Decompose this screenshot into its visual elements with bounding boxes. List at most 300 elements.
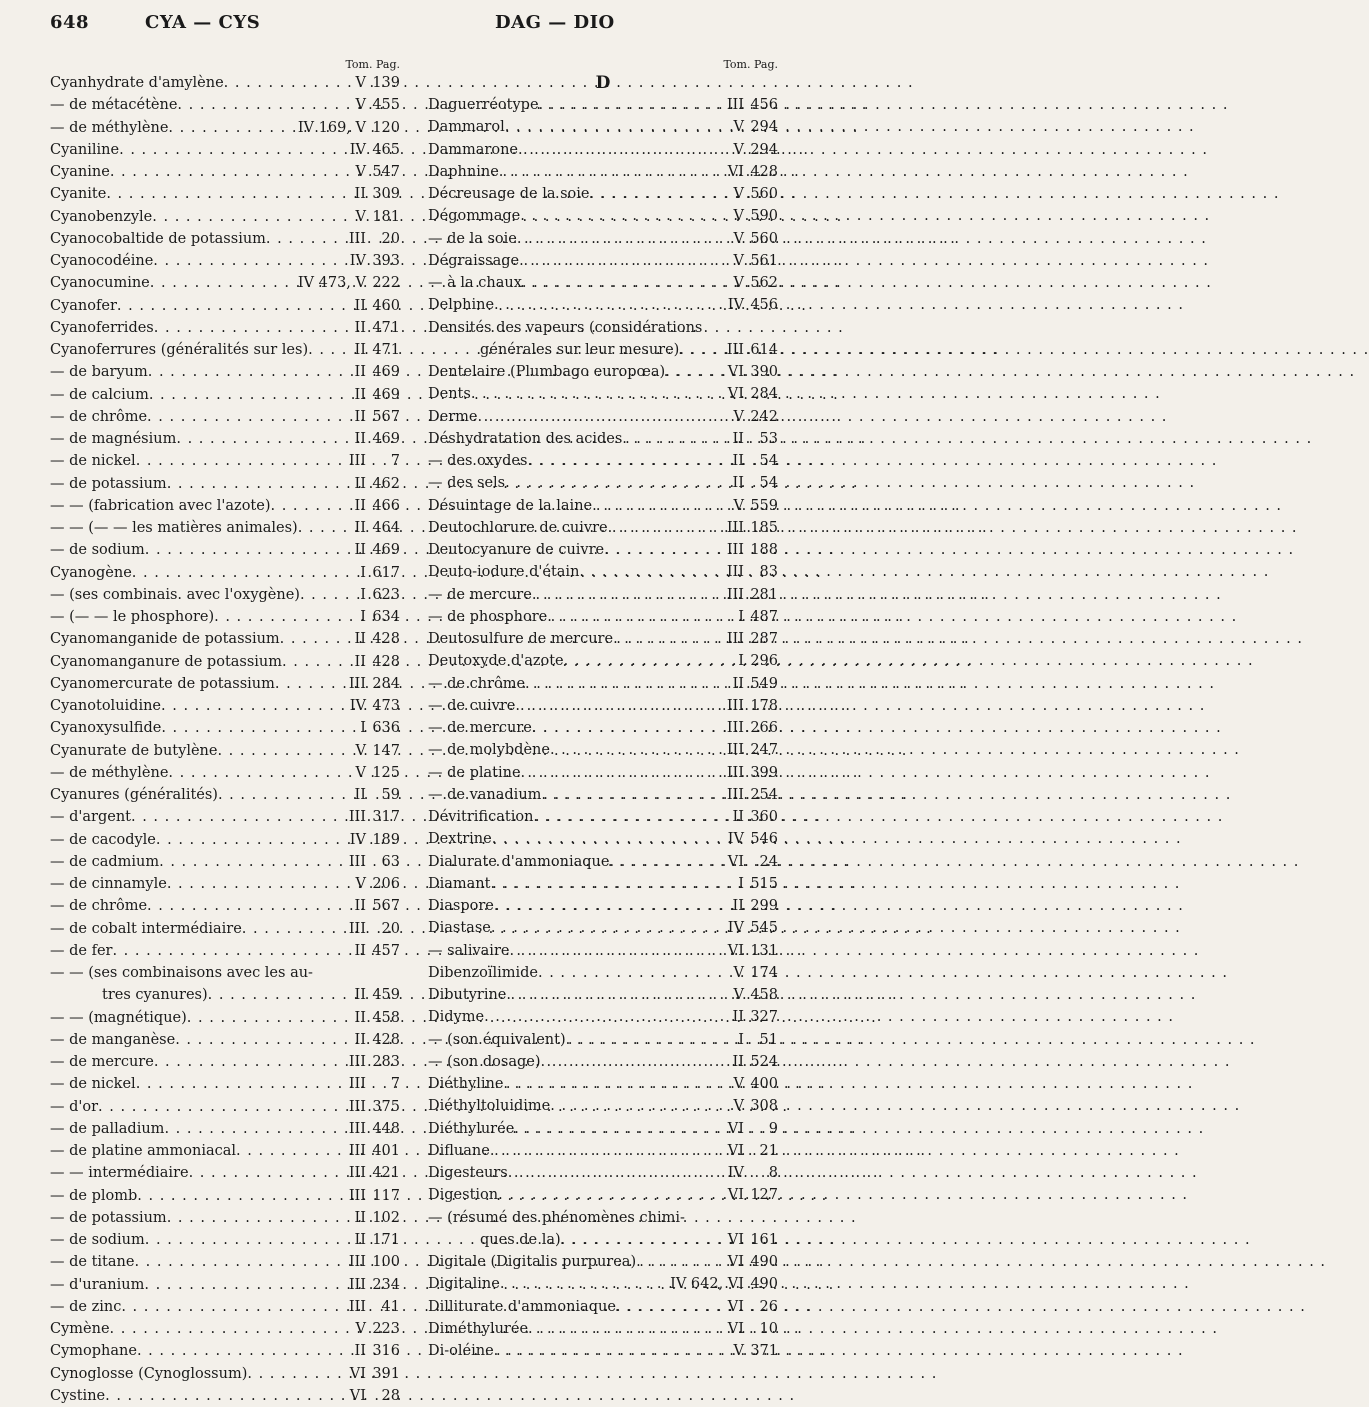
entry-name: — de cuivre [428,697,516,714]
entry-name: — de cinnamyle [50,876,167,892]
dot-leader [208,984,353,1006]
entry-volume: III [726,631,744,647]
dot-leader [471,383,726,405]
entry-page: 457 [372,942,400,959]
dot-leader [161,717,358,739]
entry-volume: II [354,297,366,314]
index-entry [50,606,400,628]
entry-page: 399 [750,764,778,781]
index-entry [50,873,400,895]
dot-leader [168,762,353,784]
entry-name: — de cacodyle [50,831,156,848]
index-entry [428,806,778,828]
entry-volume: VI [727,1298,744,1315]
entry-name: Cyanoferrures (généralités sur les) [50,342,309,358]
dot-leader [579,561,724,583]
index-entry [50,651,400,673]
entry-volume: VI [727,364,744,380]
entry-volume: III [726,542,744,558]
index-entry [428,272,778,294]
entry-volume: III [348,920,366,937]
entry-page: 567 [372,898,400,915]
entry-page: 327 [750,1009,778,1026]
index-entry [428,673,778,695]
entry-name: — de fer [50,942,113,959]
entry-page: 294 [750,119,778,136]
entry-page: 614 [750,341,778,358]
entry-name: — d'uranium [50,1276,145,1293]
index-entry [50,895,400,917]
entry-volume: I [360,609,366,625]
entry-volume: I [738,1031,744,1048]
index-entry [428,406,778,428]
entry-page: 147 [372,742,400,759]
entry-volume: II [354,1343,366,1360]
entry-volume: II [354,1031,366,1048]
index-entry [50,450,400,472]
entry-name: Cynoglosse (Cynoglossum) [50,1365,248,1382]
index-entry [50,717,400,739]
entry-name: tres cyanures) [102,987,208,1004]
index-entry [428,784,778,806]
section-letter: D [595,73,611,93]
dot-leader [509,940,725,962]
entry-volume: V [355,876,366,892]
index-entry [50,1251,400,1273]
entry-volume: III [348,853,366,870]
index-entry [50,1118,400,1140]
index-entry [428,428,778,450]
entry-page: 428 [372,1031,400,1048]
entry-name: — de cadmium [50,853,160,870]
entry-volume: II [732,809,744,825]
index-entry [428,205,778,227]
dot-leader [137,1340,353,1362]
index-entry [50,1073,400,1095]
index-entry [50,806,400,828]
entry-volume: V [355,97,366,114]
entry-name: — salivaire [428,942,510,959]
entry-name: Cyanobenzyle [50,208,153,225]
index-entry [428,1006,778,1028]
index-entry [50,406,400,428]
entry-name: — (ses combinais. avec l'oxygène) [50,586,300,603]
entry-volume: VI [727,1120,744,1137]
index-entry [428,1229,778,1251]
entry-page: 283 [372,1054,400,1070]
index-entry [428,917,778,939]
entry-page: 7 [390,1076,400,1093]
entry-name: Digestion [428,1187,499,1204]
dot-leader [131,806,347,828]
dot-leader [528,1318,726,1340]
entry-volume: I [738,653,744,670]
entry-page: 549 [750,675,778,692]
dot-leader [137,1185,347,1207]
index-entry [50,1207,400,1229]
entry-name: Cyanomercurate de potassium [50,675,275,692]
index-entry [428,1073,778,1095]
entry-page: 469 [372,386,400,403]
entry-name: — de métacétène [50,97,178,114]
entry-page: 189 [372,831,400,848]
entry-page: 487 [750,608,778,625]
index-entry [50,695,400,717]
entry-page: 9 [768,1120,778,1137]
entry-volume: V [355,164,366,180]
entry-page: 242 [750,408,778,425]
index-entry [50,206,400,228]
entry-name: — — intermédiaire [50,1165,189,1182]
dot-leader [508,1162,726,1184]
entry-name: Dégraissage [428,252,520,269]
index-entry [50,740,400,762]
entry-volume: II [354,386,366,403]
index-entry [428,1118,778,1140]
entry-name: — (résumé des phénomènes chimi- [428,1209,685,1226]
index-entry [428,1207,778,1229]
entry-page: 561 [750,252,778,269]
entry-volume: II [732,453,744,469]
dot-leader [154,1051,347,1073]
dot-leader [110,1318,354,1340]
dot-leader [550,1095,731,1117]
index-entry [428,383,778,405]
entry-name: Cyanite [50,186,107,203]
entry-name: Cyanine [50,164,110,180]
entry-page: 466 [372,497,400,514]
entry-page: 559 [750,497,778,514]
entry-name: Didyme [428,1009,485,1026]
dot-leader [280,628,353,650]
entry-volume: V [733,964,744,981]
entry-page: 125 [372,764,400,781]
entry-name: — de chrôme [50,898,148,915]
dot-leader [532,584,725,606]
entry-name: Daphnine [428,163,499,180]
index-entry [50,1007,400,1029]
entry-page: 371 [750,1343,778,1359]
dot-leader [519,250,731,272]
entry-page: 428 [750,163,778,180]
entry-page: 473 [372,698,400,714]
entry-volume: VI [349,1365,366,1382]
entry-page: 24 [759,853,778,870]
index-entry [50,562,400,584]
dot-leader [539,94,725,116]
index-entry [50,384,400,406]
dot-leader [136,450,347,472]
entry-volume: IV 473, V [297,275,366,292]
entry-name: Cymophane [50,1343,137,1360]
index-entry [428,517,778,539]
entry-name: — de méthylène [50,764,169,781]
index-entry [428,472,778,494]
index-entry [428,739,778,761]
entry-name: Cyanofer [50,297,117,314]
dot-leader [271,495,353,517]
index-entry [428,183,778,205]
entry-volume: II [354,1209,366,1226]
entry-name: — de zinc [50,1298,122,1315]
entry-page: 223 [372,1321,400,1337]
dot-leader [622,428,730,450]
entry-volume: III [348,1076,366,1093]
index-entry [428,561,778,583]
index-entry [50,295,400,317]
index-entry [50,1229,400,1251]
entry-volume: VI [727,853,744,870]
column-heading: Tom. Pag. [345,58,400,71]
dot-leader [176,428,352,450]
entry-name: Di-oléine [428,1343,494,1359]
dot-leader [242,918,347,940]
entry-volume: V [733,252,744,269]
entry-name: — de vanadium [428,786,542,803]
entry-volume: IV [727,831,744,848]
entry-volume: III [348,809,366,826]
index-entry [428,962,778,984]
dot-leader [517,228,732,250]
entry-page: 469 [372,431,400,447]
entry-name: ques de la) [480,1231,561,1248]
entry-volume: III [726,742,744,759]
entry-volume: III [348,1143,366,1159]
entry-name: Derme [428,408,478,425]
dot-leader [492,828,726,850]
entry-volume: III [348,1276,366,1293]
entry-volume: II [354,364,366,381]
entry-page: 560 [750,186,778,202]
index-entry [428,762,778,784]
entry-page: 547 [372,164,400,180]
entry-volume: VI [727,1187,744,1204]
entry-volume: III [726,564,744,581]
entry-page: 471 [372,319,400,336]
entry-name: Dents [428,386,471,403]
index-entry [428,1296,778,1318]
index-entry [428,650,778,672]
entry-volume: V [355,764,366,781]
dot-leader [477,406,731,428]
index-entry [50,1162,400,1184]
dot-leader [152,206,353,228]
dot-leader [494,1340,732,1362]
entry-page: 296 [750,653,778,670]
entry-volume: II [354,631,366,648]
entry-name: Dilliturate d'ammoniaque [428,1298,616,1315]
dot-leader [541,1051,731,1073]
index-entry [428,1318,778,1340]
entry-volume: II [354,653,366,670]
dot-leader [494,294,726,316]
index-entry [50,984,400,1006]
entry-name: — à la chaux [428,275,522,291]
entry-page: 448 [372,1120,400,1137]
dot-leader [514,1118,726,1140]
entry-volume: II [354,342,366,358]
entry-volume: II [354,1009,366,1026]
dot-leader [247,1363,347,1385]
index-entry [50,1340,400,1362]
dot-leader [506,984,731,1006]
entry-name: — de platine [428,764,521,781]
entry-volume: II [354,497,366,514]
entry-volume: V [733,275,744,291]
index-entry [428,828,778,850]
entry-name: Daguerréotype [428,97,539,113]
entry-page: 161 [750,1231,778,1248]
entry-name: Diméthylurée [428,1320,529,1337]
entry-name: Digitaline [428,1276,500,1293]
entry-page: 308 [750,1098,778,1115]
dot-leader [167,1207,353,1229]
entry-volume: III [348,1054,366,1070]
entry-volume: IV 642, VI [670,1276,744,1293]
index-entry [50,962,400,984]
entry-page: 174 [750,964,778,981]
entry-name: — (son équivalent) [428,1031,566,1048]
entry-name: Deutocyanure de cuivre [428,542,605,558]
right-column [428,54,778,1362]
entry-name: — — (ses combinaisons avec les au- [50,965,313,981]
entry-list [50,72,400,1407]
entry-page: 284 [750,386,778,403]
dot-leader [119,139,348,161]
index-entry [50,1185,400,1207]
index-entry [50,317,400,339]
entry-volume: IV [349,253,366,269]
entry-page: 524 [750,1053,778,1070]
dot-leader [300,584,358,606]
entry-page: 51 [759,1031,778,1048]
dot-leader [613,628,725,650]
dot-leader [547,606,736,628]
entry-volume: VI [727,1142,744,1159]
entry-volume: III [726,786,744,803]
entry-volume: III [726,697,744,714]
entry-name: Décreusage de la soie [428,186,590,202]
entry-name: Cyanoferrides [50,319,154,336]
dot-leader [98,1096,347,1118]
entry-page: 562 [750,275,778,291]
dot-leader [490,873,736,895]
dot-leader [154,317,353,339]
dot-leader [520,205,731,227]
entry-volume: III [726,341,744,358]
entry-name: — de molybdène [428,742,550,759]
index-entry [50,139,400,161]
dot-leader [144,1274,346,1296]
index-entry [428,1184,778,1206]
entry-page: 469 [372,364,400,381]
index-entry [50,272,400,294]
dot-leader [308,339,352,361]
entry-name: Deutoxyde d'azote [428,653,564,670]
page-number: 648 [50,12,90,33]
column-heading: Tom. Pag. [723,58,778,71]
entry-volume: III [726,764,744,781]
index-entry [428,495,778,517]
entry-volume: IV [349,698,366,714]
entry-name: — de magnésium [50,431,177,447]
entry-volume: II [732,430,744,447]
entry-page: 459 [372,987,400,1004]
dot-leader [121,1296,346,1318]
dot-leader [538,962,732,984]
index-entry [50,228,400,250]
entry-volume: IV [349,831,366,848]
dot-leader [679,339,724,361]
index-entry [428,584,778,606]
entry-name: — de méthylène [50,119,169,136]
dot-leader [149,384,353,406]
entry-volume: II [354,431,366,447]
right-running-head: DAG — DIO [495,12,615,33]
entry-volume: V [355,742,366,759]
entry-page: 462 [372,475,400,492]
entry-name: — — (magnétique) [50,1009,187,1026]
entry-name: Cyanogène [50,564,132,581]
entry-page: 400 [750,1076,778,1092]
entry-volume: II [354,186,366,203]
index-entry [50,428,400,450]
entry-volume: II [354,787,366,803]
entry-page: 391 [372,1365,400,1382]
dot-leader [494,895,731,917]
index-entry [428,250,778,272]
entry-page: 390 [750,364,778,380]
dot-leader [505,472,730,494]
entry-volume: V [733,408,744,425]
dot-leader [159,851,347,873]
entry-volume: V [733,230,744,247]
entry-page: 54 [759,475,778,492]
entry-name: — de palladium [50,1120,165,1137]
entry-page: 465 [372,141,400,158]
entry-volume: II [354,1232,366,1248]
entry-name: Cyanurate de butylène [50,742,218,759]
index-entry [428,1340,778,1362]
entry-name: — de platine ammoniacal [50,1143,237,1159]
index-entry [50,1274,400,1296]
entry-name: Diastase [428,920,491,937]
entry-page: 567 [372,408,400,425]
entry-volume: II [354,408,366,425]
entry-name: — de mercure [428,586,532,603]
index-entry [428,873,778,895]
dot-leader [636,1251,726,1273]
entry-page: 254 [750,786,778,803]
entry-name: Dialurate d'ammoniaque [428,853,610,870]
index-entry [428,895,778,917]
entry-name: — de potassium [50,1209,167,1226]
entry-volume: III [348,1165,366,1182]
entry-name: Désuintage de la laine [428,497,593,514]
entry-name: Dammarol [428,119,505,136]
entry-name: — des oxydes [428,453,528,469]
index-entry [50,584,400,606]
entry-volume: II [354,542,366,559]
index-entry [50,339,400,361]
index-entry [50,473,400,495]
entry-page: 222 [372,275,400,292]
dot-leader [132,562,358,584]
dot-leader [136,1073,347,1095]
entry-volume: VI [727,163,744,180]
index-entry [50,1363,400,1385]
entry-page: 456 [750,97,778,113]
